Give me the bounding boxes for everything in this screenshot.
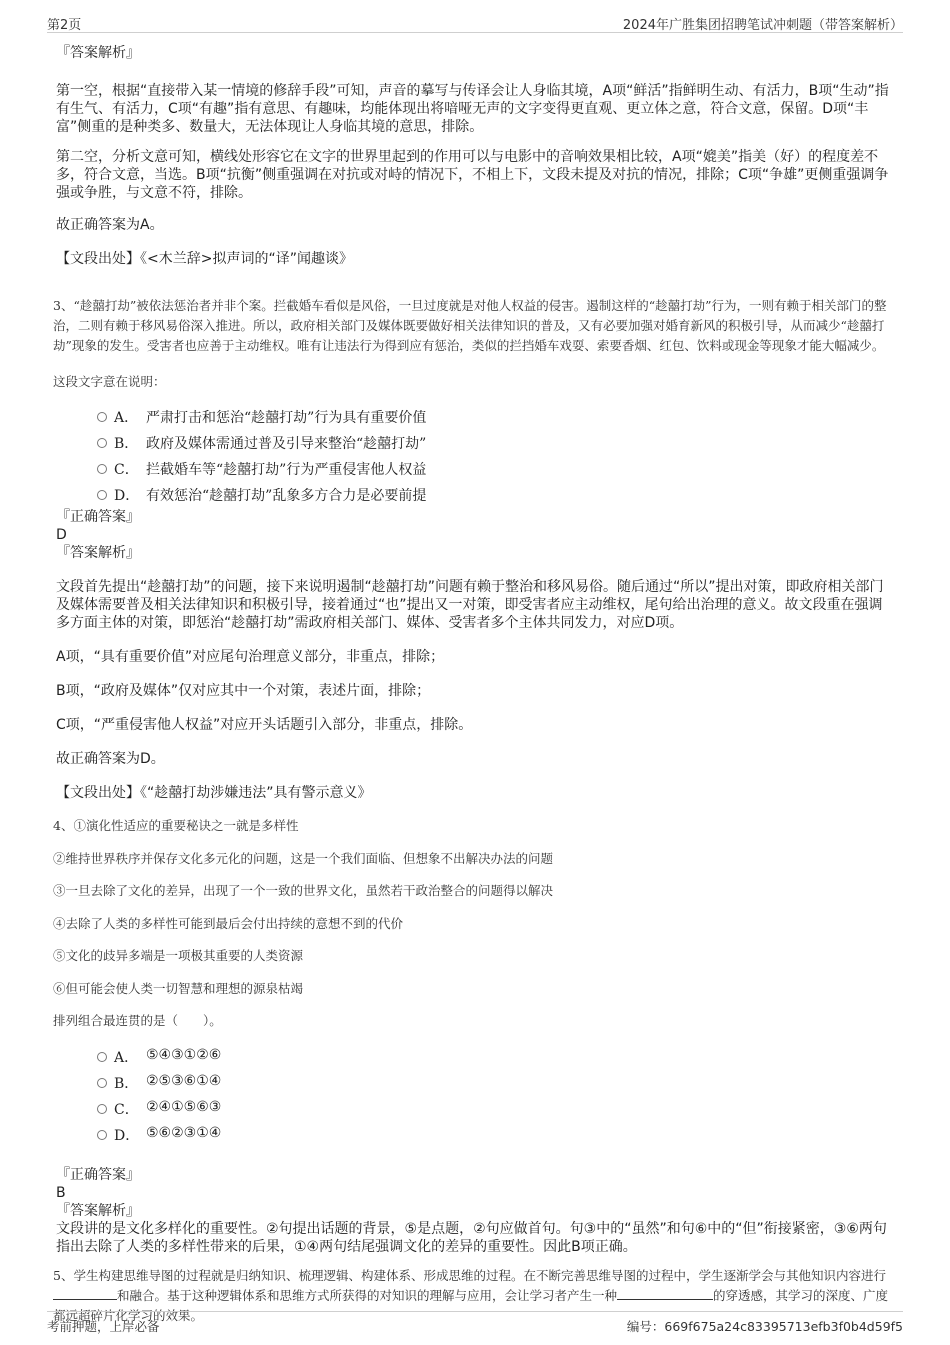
document-id: 编号：669f675a24c83395713efb3f0b4d59f5 [626,1319,903,1334]
fill-blank-2[interactable] [617,1287,713,1300]
radio-button[interactable] [97,1130,107,1140]
q2-analysis-label: 『答案解析』 [56,45,140,61]
radio-button[interactable] [97,1052,107,1062]
fill-blank-1[interactable] [53,1287,117,1300]
radio-button[interactable] [97,464,107,474]
q4-option-b[interactable]: B． ②⑤③⑥①④ [56,1070,896,1096]
q3-options [56,404,896,508]
q3-option-d[interactable]: D． 有效惩治“趁囍打劫”乱象多方合力是必要前提 [56,482,896,508]
q2-analysis-p1: 第一空，根据“直接带入某一情境的修辞手段”可知，声音的摹写与传译会让人身临其境，A项“鲜活”指鲜明生动、有活力，B项“生动”指有生气、有活力，C项“有趣”指有意思、有趣味，均能体现出将喑哑无声的文字变得更直观、更立体之意，符合文意，保留。D项“丰富”侧重的是种类多、数量大，无法体现让人身临其境的意思，排除。 [56,83,889,135]
q4-answer: B [56,1184,66,1201]
q4-line: ④去除了人类的多样性可能到最后会付出持续的意想不到的代价 [53,915,404,931]
q5-stem: 5、学生构建思维导图的过程就是归纳知识、梳理逻辑、构建体系、形成思维的过程。在不断完善思维导图的过程中，学生逐渐学会与其他知识内容进行和融合。基于这种逻辑体系和思维方式所获得的对知识的理解与应用，会让学习者产生一种 的穿透感，其学习的深度、广度都远超碎片化学习的效果。 [53,1267,889,1323]
q4-question: 排列组合最连贯的是（ ）。 [53,1013,222,1028]
radio-button[interactable] [97,490,107,500]
q3-option-a[interactable]: A． 严肃打击和惩治“趁囍打劫”行为具有重要价值 [56,404,896,430]
q2-conclusion: 故正确答案为A。 [56,217,164,233]
q4-options [56,1044,896,1148]
q3-option-c[interactable]: C． 拦截婚车等“趁囍打劫”行为严重侵害他人权益 [56,456,896,482]
q3-option-b[interactable]: B． 政府及媒体需通过普及引导来整治“趁囍打劫” [56,430,896,456]
radio-button[interactable] [97,412,107,422]
q3-analysis-a: A项，“具有重要价值”对应尾句治理意义部分，非重点，排除； [56,649,445,665]
q4-option-d[interactable]: D． ⑤⑥②③①④ [56,1122,896,1148]
q4-line: ⑤文化的歧异多端是一项极其重要的人类资源 [53,948,304,963]
q4-analysis-p1: 文段讲的是文化多样化的重要性。②句提出话题的背景，⑤是点题，②句应做首句。句③中的“虽然”和句⑥中的“但”衔接紧密，③⑥两句指出去除了人类的多样性带来的后果，①④两句结尾强调文化的差异的重要性。因此B项正确。 [56,1220,887,1255]
radio-button[interactable] [97,1078,107,1088]
q4-option-c[interactable]: C． ②④①⑤⑥③ [56,1096,896,1122]
q4-option-a[interactable]: A． ⑤④③①②⑥ [56,1044,896,1070]
q3-conclusion: 故正确答案为D。 [56,751,165,767]
q3-answer-label: 『正确答案』 [56,509,140,525]
q3-analysis-c: C项，“严重侵害他人权益”对应开头话题引入部分，非重点，排除。 [56,717,473,733]
q2-source: 【文段出处】《<木兰辞>拟声词的“译”闻趣谈》 [56,251,353,267]
q3-stem: 3、“趁囍打劫”被依法惩治者并非个案。拦截婚车看似是风俗，一旦过度就是对他人权益的侵害。遏制这样的“趁囍打劫”行为，一则有赖于相关部门的整治，二则有赖于移风易俗深入推进。所以，政府相关部门及媒体既要做好相关法律知识的普及，又有必要加强对婚育新风的积极引导，从而减少“趁囍打劫”现象的发生。受害者也应善于主动维权。唯有让违法行为得到应有惩治，类似的拦挡婚车戏耍、索要香烟、红包、饮料或现金等现象才能大幅减少。 [53,298,887,353]
q4-line: ⑥但可能会使人类一切智慧和理想的源泉枯竭 [53,980,304,996]
q3-analysis-p1: 文段首先提出“趁囍打劫”的问题，接下来说明遏制“趁囍打劫”问题有赖于整治和移风易俗。随后通过“所以”提出对策，即政府相关部门及媒体需要普及相关法律知识和积极引导，接着通过“也”提出又一对策，即受害者应主动维权，尾句给出治理的意义。故文段重在强调多方面主体的对策，即惩治“趁囍打劫”需政府相关部门、媒体、受害者多个主体共同发力，对应D项。 [56,579,884,631]
q4-analysis-label: 『答案解析』 [56,1202,140,1219]
q4-line: ②维持世界秩序并保存文化多元化的问题，这是一个我们面临、但想象不出解决办法的问题 [53,850,554,866]
q3-analysis-label: 『答案解析』 [56,545,140,561]
page-footer [47,1311,903,1338]
q4-line: 4、①演化性适应的重要秘诀之一就是多样性 [53,818,299,833]
page-content [53,44,896,1326]
q4-line: ③一旦去除了文化的差异，出现了一个一致的世界文化，虽然若干政治整合的问题得以解决 [53,883,554,898]
q3-analysis-b: B项，“政府及媒体”仅对应其中一个对策，表述片面，排除； [56,683,431,699]
q3-answer: D [56,527,67,543]
document-title: 2024年广胜集团招聘笔试冲刺题（带答案解析） [622,18,903,33]
q4-answer-label: 『正确答案』 [56,1166,140,1183]
q2-analysis-p2: 第二空，分析文意可知，横线处形容它在文字的世界里起到的作用可以与电影中的音响效果相比较，A项“媲美”指美（好）的程度差不多，符合文意，当选。B项“抗衡”侧重强调在对抗或对峙的情况下，不相上下，文段未提及对抗的情况，排除；C项“争雄”更侧重强调争强或争胜，与文意不符，排除。 [56,149,889,201]
page-header [47,10,903,33]
page-number: 第2页 [47,18,82,33]
footer-slogan: 考前押题，上岸必备 [47,1319,160,1334]
q3-question: 这段文字意在说明： [53,374,166,389]
q3-source: 【文段出处】《“趁囍打劫涉嫌违法”具有警示意义》 [56,785,372,801]
radio-button[interactable] [97,1104,107,1114]
q4-stem [53,816,896,1031]
radio-button[interactable] [97,438,107,448]
